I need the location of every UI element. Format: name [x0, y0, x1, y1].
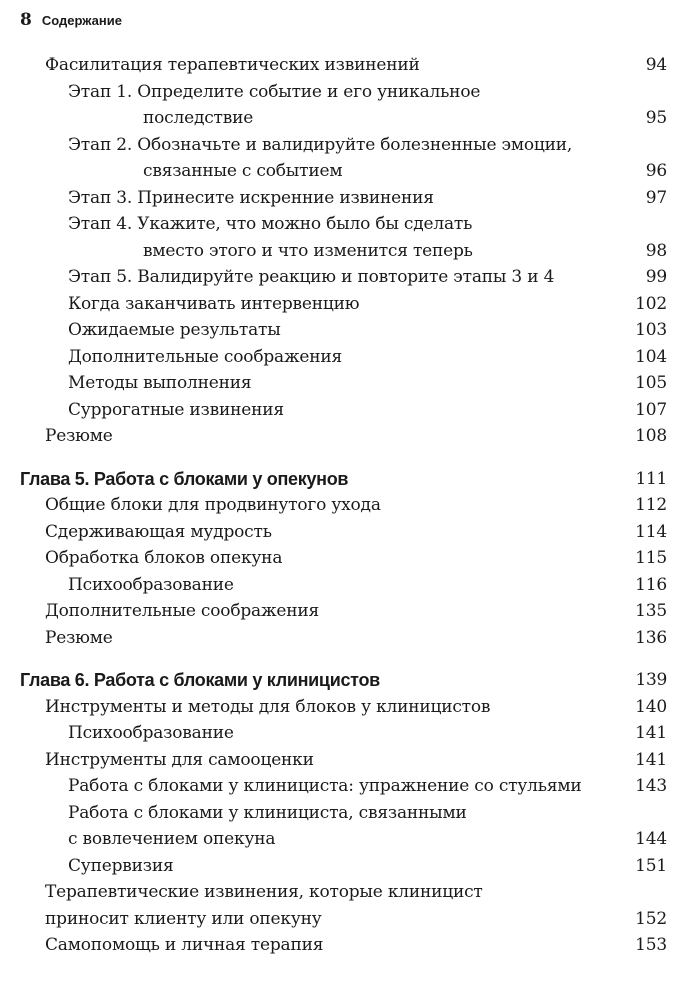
- toc-entry: [0, 545, 697, 572]
- toc-entry-title: Работа с блоками у клинициста: упражнение со стульями: [68, 776, 582, 796]
- toc-entry-title: Инструменты для самооценки: [45, 749, 314, 770]
- toc-entry: [0, 211, 697, 264]
- toc-entry: [0, 397, 697, 424]
- toc-chapter-title: Глава 6. Работа с блоками у клиницистов: [20, 670, 380, 690]
- toc-entry-page: 151: [635, 855, 667, 876]
- toc-entry: [0, 694, 697, 721]
- toc-entry-title: Этап 2. Обозначьте и валидируйте болезненные эмоции,: [68, 134, 573, 155]
- toc-entry-page: 98: [645, 240, 667, 261]
- toc-entry-title: Обработка блоков опекуна: [45, 548, 283, 568]
- toc-entry-page: 135: [635, 601, 667, 621]
- toc-entry: [0, 492, 697, 519]
- toc-entry: [0, 879, 697, 932]
- toc-entry-title: Этап 4. Укажите, что можно было бы сделать: [68, 214, 473, 234]
- toc-entry-page: 114: [635, 521, 667, 542]
- toc-entry: [0, 132, 697, 185]
- toc-entry-page: 105: [635, 373, 667, 393]
- toc-entry-title-cont: приносит клиенту или опекуну: [45, 908, 322, 929]
- toc-entry-page: 104: [635, 346, 667, 367]
- toc-entry-page: 96: [645, 161, 667, 181]
- toc-entry-title: Этап 3. Принесите искренние извинения: [68, 187, 434, 208]
- toc-entry: [0, 185, 697, 212]
- toc-chapter: [0, 667, 697, 694]
- toc-entry: [0, 317, 697, 344]
- toc-chapter-title: Глава 5. Работа с блоками у опекунов: [20, 468, 349, 489]
- section-spacer: [0, 651, 697, 667]
- toc-entry-title: Самопомощь и личная терапия: [45, 935, 324, 955]
- toc-entry: [0, 52, 697, 79]
- toc-chapter-page: 111: [635, 468, 667, 489]
- toc-entry-title: Суррогатные извинения: [68, 399, 284, 420]
- toc-entry: [0, 519, 697, 546]
- toc-entry-title-cont: вместо этого и что изменится теперь: [143, 240, 473, 261]
- toc-entry-page: 99: [645, 267, 667, 287]
- toc-entry-title: Резюме: [45, 627, 113, 648]
- toc-entry-page: 141: [635, 749, 667, 770]
- toc-entry-title: Психообразование: [68, 574, 234, 595]
- toc-chapter: [0, 466, 697, 493]
- toc-entry-title: Резюме: [45, 426, 113, 446]
- running-title: Содержание: [41, 13, 122, 28]
- toc-entry-title: Фасилитация терапевтических извинений: [45, 55, 420, 75]
- toc-entry-title: Этап 1. Определите событие и его уникальное: [68, 81, 481, 102]
- toc-entry: [0, 800, 697, 853]
- section-spacer: [0, 450, 697, 466]
- toc-entry-page: 115: [635, 548, 667, 568]
- toc-entry-title: Ожидаемые результаты: [68, 320, 281, 340]
- toc-entry-page: 108: [635, 426, 667, 446]
- page-number: 8: [20, 10, 32, 30]
- toc-entry-title: Работа с блоками у клинициста, связанными: [68, 802, 467, 823]
- toc-entry-title: Методы выполнения: [68, 373, 252, 393]
- toc-entry: [0, 598, 697, 625]
- toc-entry-page: 102: [635, 293, 667, 314]
- toc-entry-title: Общие блоки для продвинутого ухода: [45, 495, 381, 515]
- toc-entry-page: 153: [635, 935, 667, 955]
- toc-entry-page: 107: [635, 399, 667, 420]
- toc-entry: [0, 423, 697, 450]
- toc-entry: [0, 344, 697, 371]
- toc-entry: [0, 370, 697, 397]
- toc-entry: [0, 747, 697, 774]
- toc-entry: [0, 625, 697, 652]
- toc-entry-page: 141: [635, 723, 667, 743]
- toc-entry-title: Психообразование: [68, 723, 234, 743]
- toc-entry-page: 143: [635, 776, 667, 796]
- toc-entry-page: 116: [635, 574, 667, 595]
- toc-entry: [0, 853, 697, 880]
- toc-entry-title-cont: последствие: [143, 108, 254, 128]
- toc-entry-title: Инструменты и методы для блоков у клиницистов: [45, 696, 491, 717]
- toc-entry-page: 152: [635, 908, 667, 929]
- toc-entry: [0, 932, 697, 959]
- toc-entry: [0, 264, 697, 291]
- toc-entry-page: 103: [635, 320, 667, 340]
- toc-entry-title: Супервизия: [68, 855, 174, 876]
- toc-entry-title: Терапевтические извинения, которые клиницист: [45, 882, 483, 902]
- table-of-contents: [0, 52, 697, 959]
- toc-entry-page: 112: [635, 495, 667, 515]
- toc-entry: [0, 572, 697, 599]
- toc-entry-page: 136: [635, 627, 667, 648]
- toc-entry-title: Дополнительные соображения: [68, 346, 343, 367]
- toc-entry-title: Дополнительные соображения: [45, 601, 320, 621]
- toc-entry-page: 140: [635, 696, 667, 717]
- toc-entry-page: 97: [645, 187, 667, 208]
- toc-chapter-page: 139: [635, 670, 667, 690]
- toc-entry: [0, 773, 697, 800]
- toc-entry-title: Этап 5. Валидируйте реакцию и повторите этапы 3 и 4: [68, 267, 555, 287]
- toc-entry-title: Сдерживающая мудрость: [45, 521, 272, 542]
- running-header: [20, 10, 122, 30]
- toc-entry-title: Когда заканчивать интервенцию: [68, 293, 360, 314]
- toc-entry: [0, 79, 697, 132]
- toc-entry-page: 94: [645, 55, 667, 75]
- toc-entry-title-cont: с вовлечением опекуна: [68, 829, 276, 849]
- toc-entry-page: 95: [645, 108, 667, 128]
- toc-entry-page: 144: [635, 829, 667, 849]
- toc-entry-title-cont: связанные с событием: [143, 161, 343, 181]
- toc-entry: [0, 720, 697, 747]
- toc-entry: [0, 291, 697, 318]
